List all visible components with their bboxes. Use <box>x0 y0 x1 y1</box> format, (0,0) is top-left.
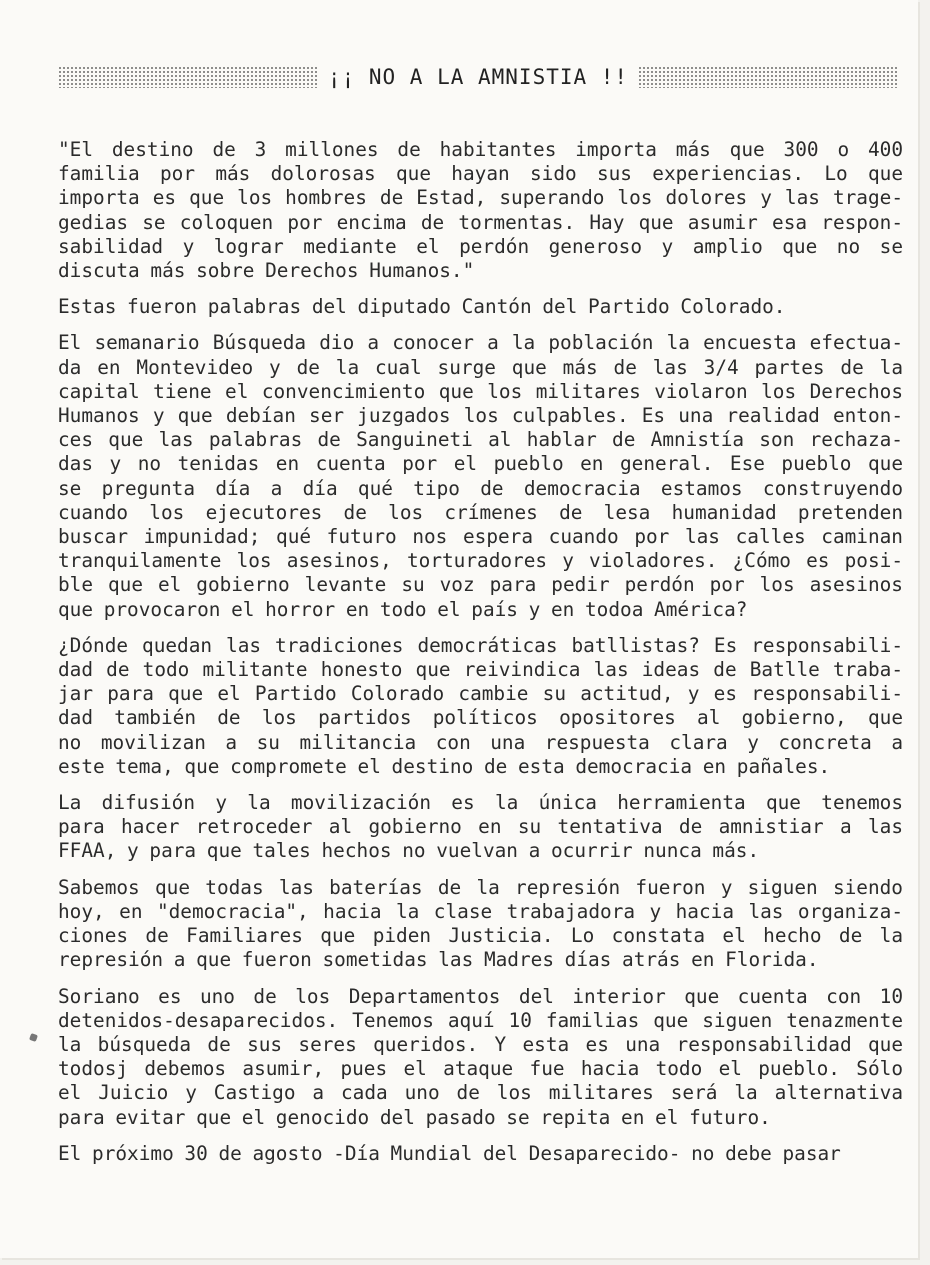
paragraph <box>58 876 903 973</box>
text-line: Soriano es uno de los Departamentos del interior que cuenta con 10 <box>58 984 903 1008</box>
text-line: tranquilamente los asesinos, torturadores y violadores. ¿Cómo es posi- <box>58 549 903 573</box>
text-line: gedias se coloquen por encima de tormentas. Hay que asumir esa respon- <box>58 210 903 234</box>
text-line: el Juicio y Castigo a cada uno de los militares será la alternativa <box>58 1081 903 1105</box>
ink-mark <box>29 1033 38 1042</box>
paragraph <box>58 791 903 864</box>
text-line: cuando los ejecutores de los crímenes de lesa humanidad pretenden <box>58 500 903 524</box>
text-line: Humanos y que debían ser juzgados los culpables. Es una realidad enton- <box>58 404 903 428</box>
text-line: se pregunta día a día qué tipo de democracia estamos construyendo <box>58 476 903 500</box>
text-line: La difusión y la movilización es la única herramienta que tenemos <box>58 791 903 815</box>
paragraph <box>58 295 903 319</box>
text-line: familia por más dolorosas que hayan sido sus experiencias. Lo que <box>58 162 903 186</box>
text-line: no movilizan a su militancia con una respuesta clara y concreta a <box>58 730 903 754</box>
text-line: para evitar que el genocido del pasado se repita en el futuro. <box>58 1105 771 1129</box>
text-line: capital tiene el convencimiento que los militares violaron los Derechos <box>58 379 903 403</box>
text-line: para hacer retroceder al gobierno en su tentativa de amnistiar a las <box>58 815 903 839</box>
text-line: importa es que los hombres de Estad, superando los dolores y las trage- <box>58 186 903 210</box>
text-line: El próximo 30 de agosto -Día Mundial del Desaparecido- no debe pasar <box>58 1141 841 1165</box>
text-line: detenidos-desaparecidos. Tenemos aquí 10 familias que siguen tenazmente <box>58 1008 903 1032</box>
text-line: que provocaron el horror en todo el país y en todoa América? <box>58 597 748 621</box>
text-line: ¿Dónde quedan las tradiciones democráticas batllistas? Es responsabili- <box>58 633 903 657</box>
text-line: dad de todo militante honesto que reivindica las ideas de Batlle traba- <box>58 658 903 682</box>
text-line: dad también de los partidos políticos opositores al gobierno, que <box>58 706 903 730</box>
text-line: Sabemos que todas las baterías de la represión fueron y siguen siendo <box>58 875 903 899</box>
text-line: da en Montevideo y de la cual surge que más de las 3/4 partes de la <box>58 355 903 379</box>
text-line: jar para que el Partido Colorado cambie su actitud, y es responsabili- <box>58 682 903 706</box>
text-line: discuta más sobre Derechos Humanos." <box>58 259 475 283</box>
paragraph <box>58 1142 903 1166</box>
text-line: este tema, que compromete el destino de esta democracia en pañales. <box>58 754 831 778</box>
text-line: "El destino de 3 millones de habitantes importa más que 300 o 400 <box>58 138 903 161</box>
text-line: FFAA, y para que tales hechos no vuelvan a ocurrir nunca más. <box>58 839 760 863</box>
text-line: ciones de Familiares que piden Justicia. Lo constata el hecho de la <box>58 924 903 948</box>
page-header <box>58 62 898 92</box>
paragraph <box>58 331 903 621</box>
text-line: hoy, en "democracia", hacia la clase trabajadora y hacia las organiza- <box>58 899 903 923</box>
text-line: represión a que fueron sometidas las Madres días atrás en Florida. <box>58 948 819 972</box>
page-title: ¡¡ NO A LA AMNISTIA !! <box>327 65 629 89</box>
text-line: Estas fueron palabras del diputado Cantón del Partido Colorado. <box>58 295 786 319</box>
document-body <box>58 138 903 1178</box>
text-line: buscar impunidad; qué futuro nos espera cuando por las calles caminan <box>58 525 903 549</box>
dotted-rule-left <box>58 66 318 88</box>
dotted-rule-right <box>638 66 898 88</box>
text-line: sabilidad y lograr mediante el perdón generoso y amplio que no se <box>58 234 903 258</box>
paragraph <box>58 138 903 283</box>
paragraph <box>58 985 903 1130</box>
text-line: todosj debemos asumir, pues el ataque fue hacia todo el pueblo. Sólo <box>58 1057 903 1081</box>
text-line: ble que el gobierno levante su voz para pedir perdón por los asesinos <box>58 573 903 597</box>
text-line: la búsqueda de sus seres queridos. Y esta es una responsabilidad que <box>58 1032 903 1056</box>
text-line: ces que las palabras de Sanguineti al hablar de Amnistía son rechaza- <box>58 428 903 452</box>
text-line: El semanario Búsqueda dio a conocer a la población la encuesta efectua- <box>58 331 903 355</box>
text-line: das y no tenidas en cuenta por el pueblo en general. Ese pueblo que <box>58 452 903 476</box>
paragraph <box>58 634 903 779</box>
